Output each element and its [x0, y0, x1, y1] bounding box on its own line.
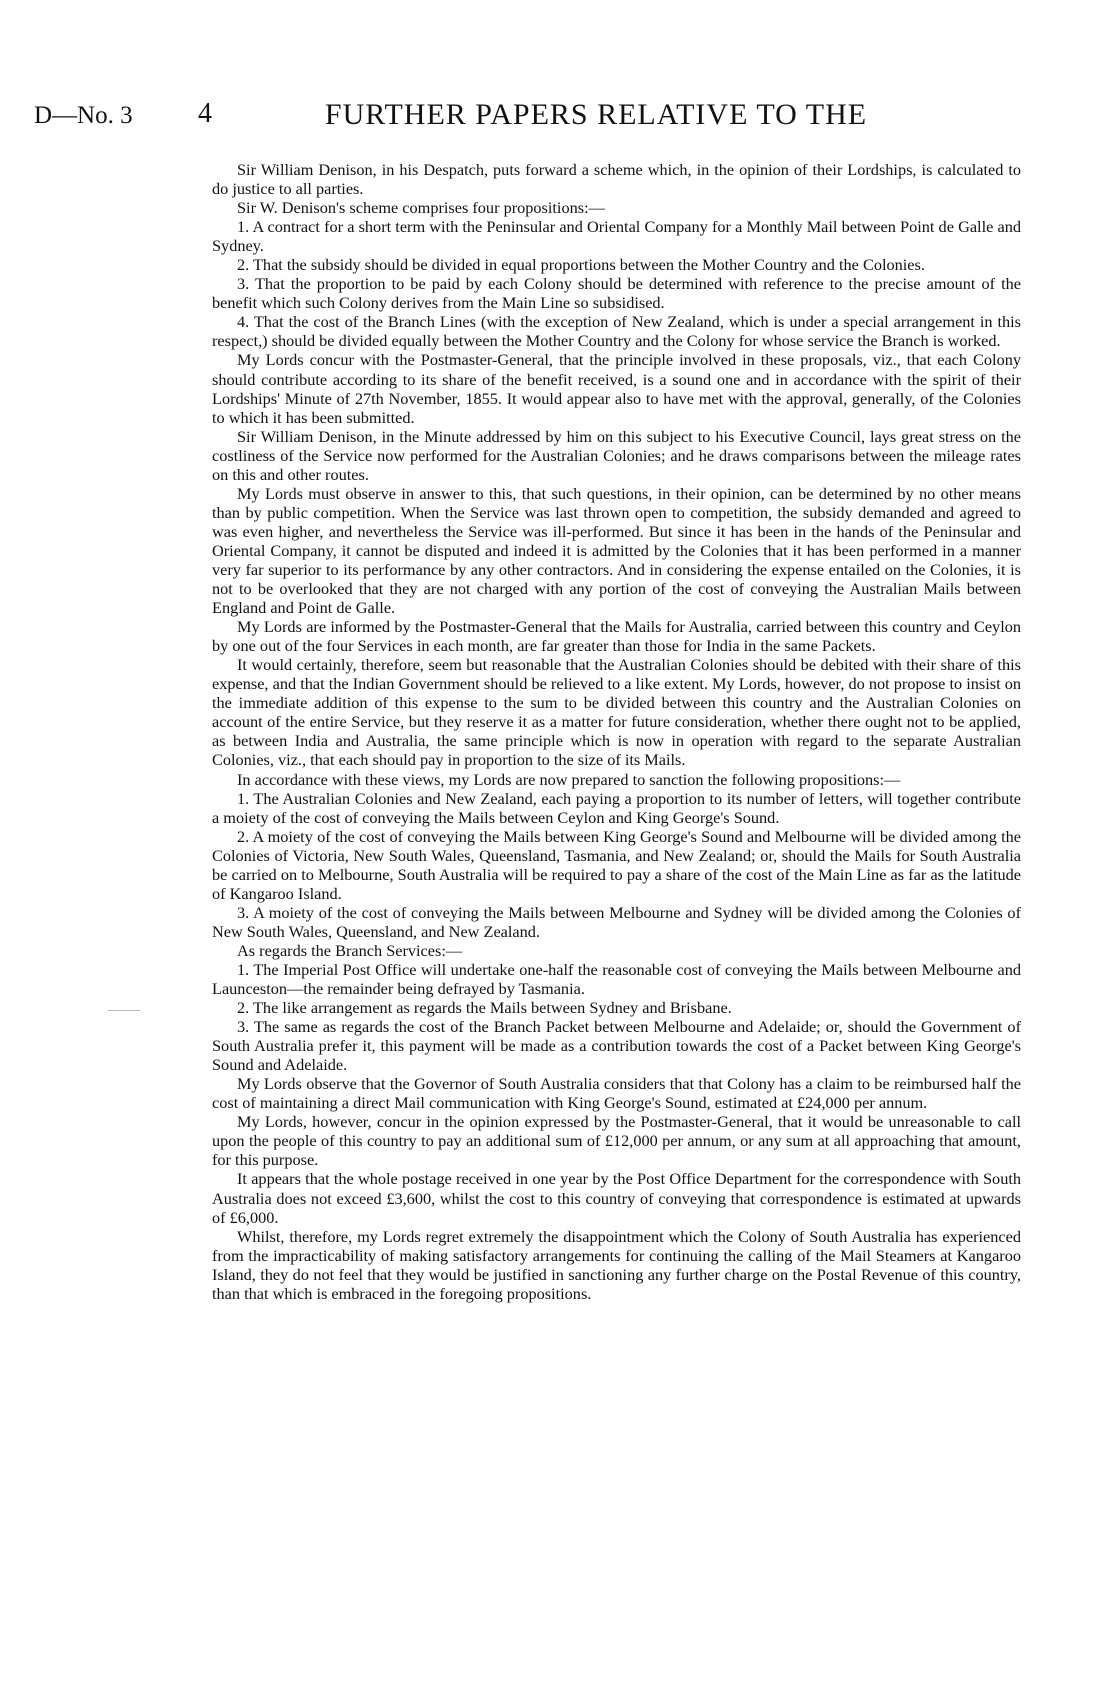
page-header	[0, 98, 1114, 138]
paragraph: My Lords observe that the Governor of South Australia considers that that Colony has a claim to be reimbursed half the cost of maintaining a direct Mail communication with King George's Sound, estimated at £24,000 per annum.	[212, 1074, 1021, 1113]
paragraph: 2. A moiety of the cost of conveying the Mails between King George's Sound and Melbourne will be divided among the Colonies of Victoria, New South Wales, Queensland, Tasmania, and New Zealand; or, should the Mails for South Australia be carried on to Melbourne, South Australia will be required to pay a share of the cost of the Main Line as far as the latitude of Kangaroo Island.	[212, 826, 1021, 903]
document-body	[212, 160, 1021, 1303]
paragraph: Sir William Denison, in the Minute addressed by him on this subject to his Executive Council, lays great stress on the costliness of the Service now performed for the Australian Colonies; and he draws comparisons between the mileage rates on this and other routes.	[212, 426, 1021, 484]
paragraph: My Lords must observe in answer to this, that such questions, in their opinion, can be determined by no other means than by public competition. When the Service was last thrown open to competition, the subsidy demanded and agreed to was even higher, and nevertheless the Service was ill-performed. But since it has been in the hands of the Peninsular and Oriental Company, it cannot be disputed and indeed it is admitted by the Colonies that it has been performed in a manner very far superior to its performance by any other contractors. And in considering the expense entailed on the Colonies, it is not to be overlooked that they are not charged with any portion of the cost of conveying the Australian Mails between England and Point de Galle.	[212, 483, 1021, 618]
paragraph: Whilst, therefore, my Lords regret extremely the disappointment which the Colony of South Australia has experienced from the impracticability of making satisfactory arrangements for continuing the calling of the Mail Steamers at Kangaroo Island, they do not feel that they would be justified in sanctioning any further charge on the Postal Revenue of this country, than that which is embraced in the foregoing propositions.	[212, 1226, 1021, 1303]
paragraph: My Lords, however, concur in the opinion expressed by the Postmaster-General, that it would be unreasonable to call upon the people of this country to pay an additional sum of £12,000 per annum, or any sum at all approaching that amount, for this purpose.	[212, 1112, 1021, 1170]
page-title: FURTHER PAPERS RELATIVE TO THE	[324, 98, 868, 131]
paragraph: 2. The like arrangement as regards the Mails between Sydney and Brisbane.	[237, 998, 732, 1018]
paragraph: 3. A moiety of the cost of conveying the Mails between Melbourne and Sydney will be divided among the Colonies of New South Wales, Queensland, and New Zealand.	[212, 902, 1021, 941]
paragraph: 4. That the cost of the Branch Lines (with the exception of New Zealand, which is under a special arrangement in this respect,) should be divided equally between the Mother Country and the Colony for whose service the Branch is worked.	[212, 312, 1021, 351]
paragraph: 1. A contract for a short term with the Peninsular and Oriental Company for a Monthly Mail between Point de Galle and Sydney.	[212, 217, 1021, 256]
paragraph: In accordance with these views, my Lords are now prepared to sanction the following propositions:—	[237, 769, 901, 789]
paragraph: My Lords concur with the Postmaster-General, that the principle involved in these proposals, viz., that each Colony should contribute according to its share of the benefit received, is a sound one and in accordance with the spirit of their Lordships' Minute of 27th November, 1855. It would appear also to have met with the approval, generally, of the Colonies to which it has been submitted.	[212, 350, 1021, 427]
paragraph: 1. The Imperial Post Office will undertake one-half the reasonable cost of conveying the Mails between Melbourne and Launceston—the remainder being defrayed by Tasmania.	[212, 959, 1021, 999]
series-number: D—No. 3	[34, 102, 133, 129]
paragraph: 1. The Australian Colonies and New Zealand, each paying a proportion to its number of letters, will together contribute a moiety of the cost of conveying the Mails between Ceylon and King George's Sound.	[212, 788, 1021, 827]
paragraph: It appears that the whole postage received in one year by the Post Office Department for the correspondence with South Australia does not exceed £3,600, whilst the cost to this country of conveying that correspondence is estimated at upwards of £6,000.	[212, 1169, 1021, 1227]
paragraph: It would certainly, therefore, seem but reasonable that the Australian Colonies should be debited with their share of this expense, and that the Indian Government should be relieved to a like extent. My Lords, however, do not propose to insist on the immediate addition of this expense to the sum to be divided between this country and the Australian Colonies on account of the entire Service, but they reserve it as a matter for future consideration, whether there ought not to be applied, as between India and Australia, the same principle which is now in operation with regard to the separate Australian Colonies, viz., that each should pay in proportion to the size of its Mails.	[212, 655, 1021, 770]
paragraph: As regards the Branch Services:—	[237, 940, 463, 960]
paragraph: 3. The same as regards the cost of the Branch Packet between Melbourne and Adelaide; or, should the Government of South Australia prefer it, this payment will be made as a contribution towards the cost of a Packet between King George's Sound and Adelaide.	[212, 1017, 1021, 1075]
paragraph: 3. That the proportion to be paid by each Colony should be determined with reference to the precise amount of the benefit which such Colony derives from the Main Line so subsidised.	[212, 274, 1021, 313]
paragraph: Sir William Denison, in his Despatch, puts forward a scheme which, in the opinion of their Lordships, is calculated to do justice to all parties.	[212, 160, 1021, 199]
paragraph: My Lords are informed by the Postmaster-General that the Mails for Australia, carried between this country and Ceylon by one out of the four Services in each month, are far greater than those for India in the same Packets.	[212, 617, 1021, 656]
paragraph: 2. That the subsidy should be divided in equal proportions between the Mother Country and the Colonies.	[237, 255, 925, 275]
paragraph: Sir W. Denison's scheme comprises four propositions:—	[237, 198, 605, 218]
margin-mark	[108, 1010, 140, 1011]
page-number: 4	[198, 98, 212, 129]
